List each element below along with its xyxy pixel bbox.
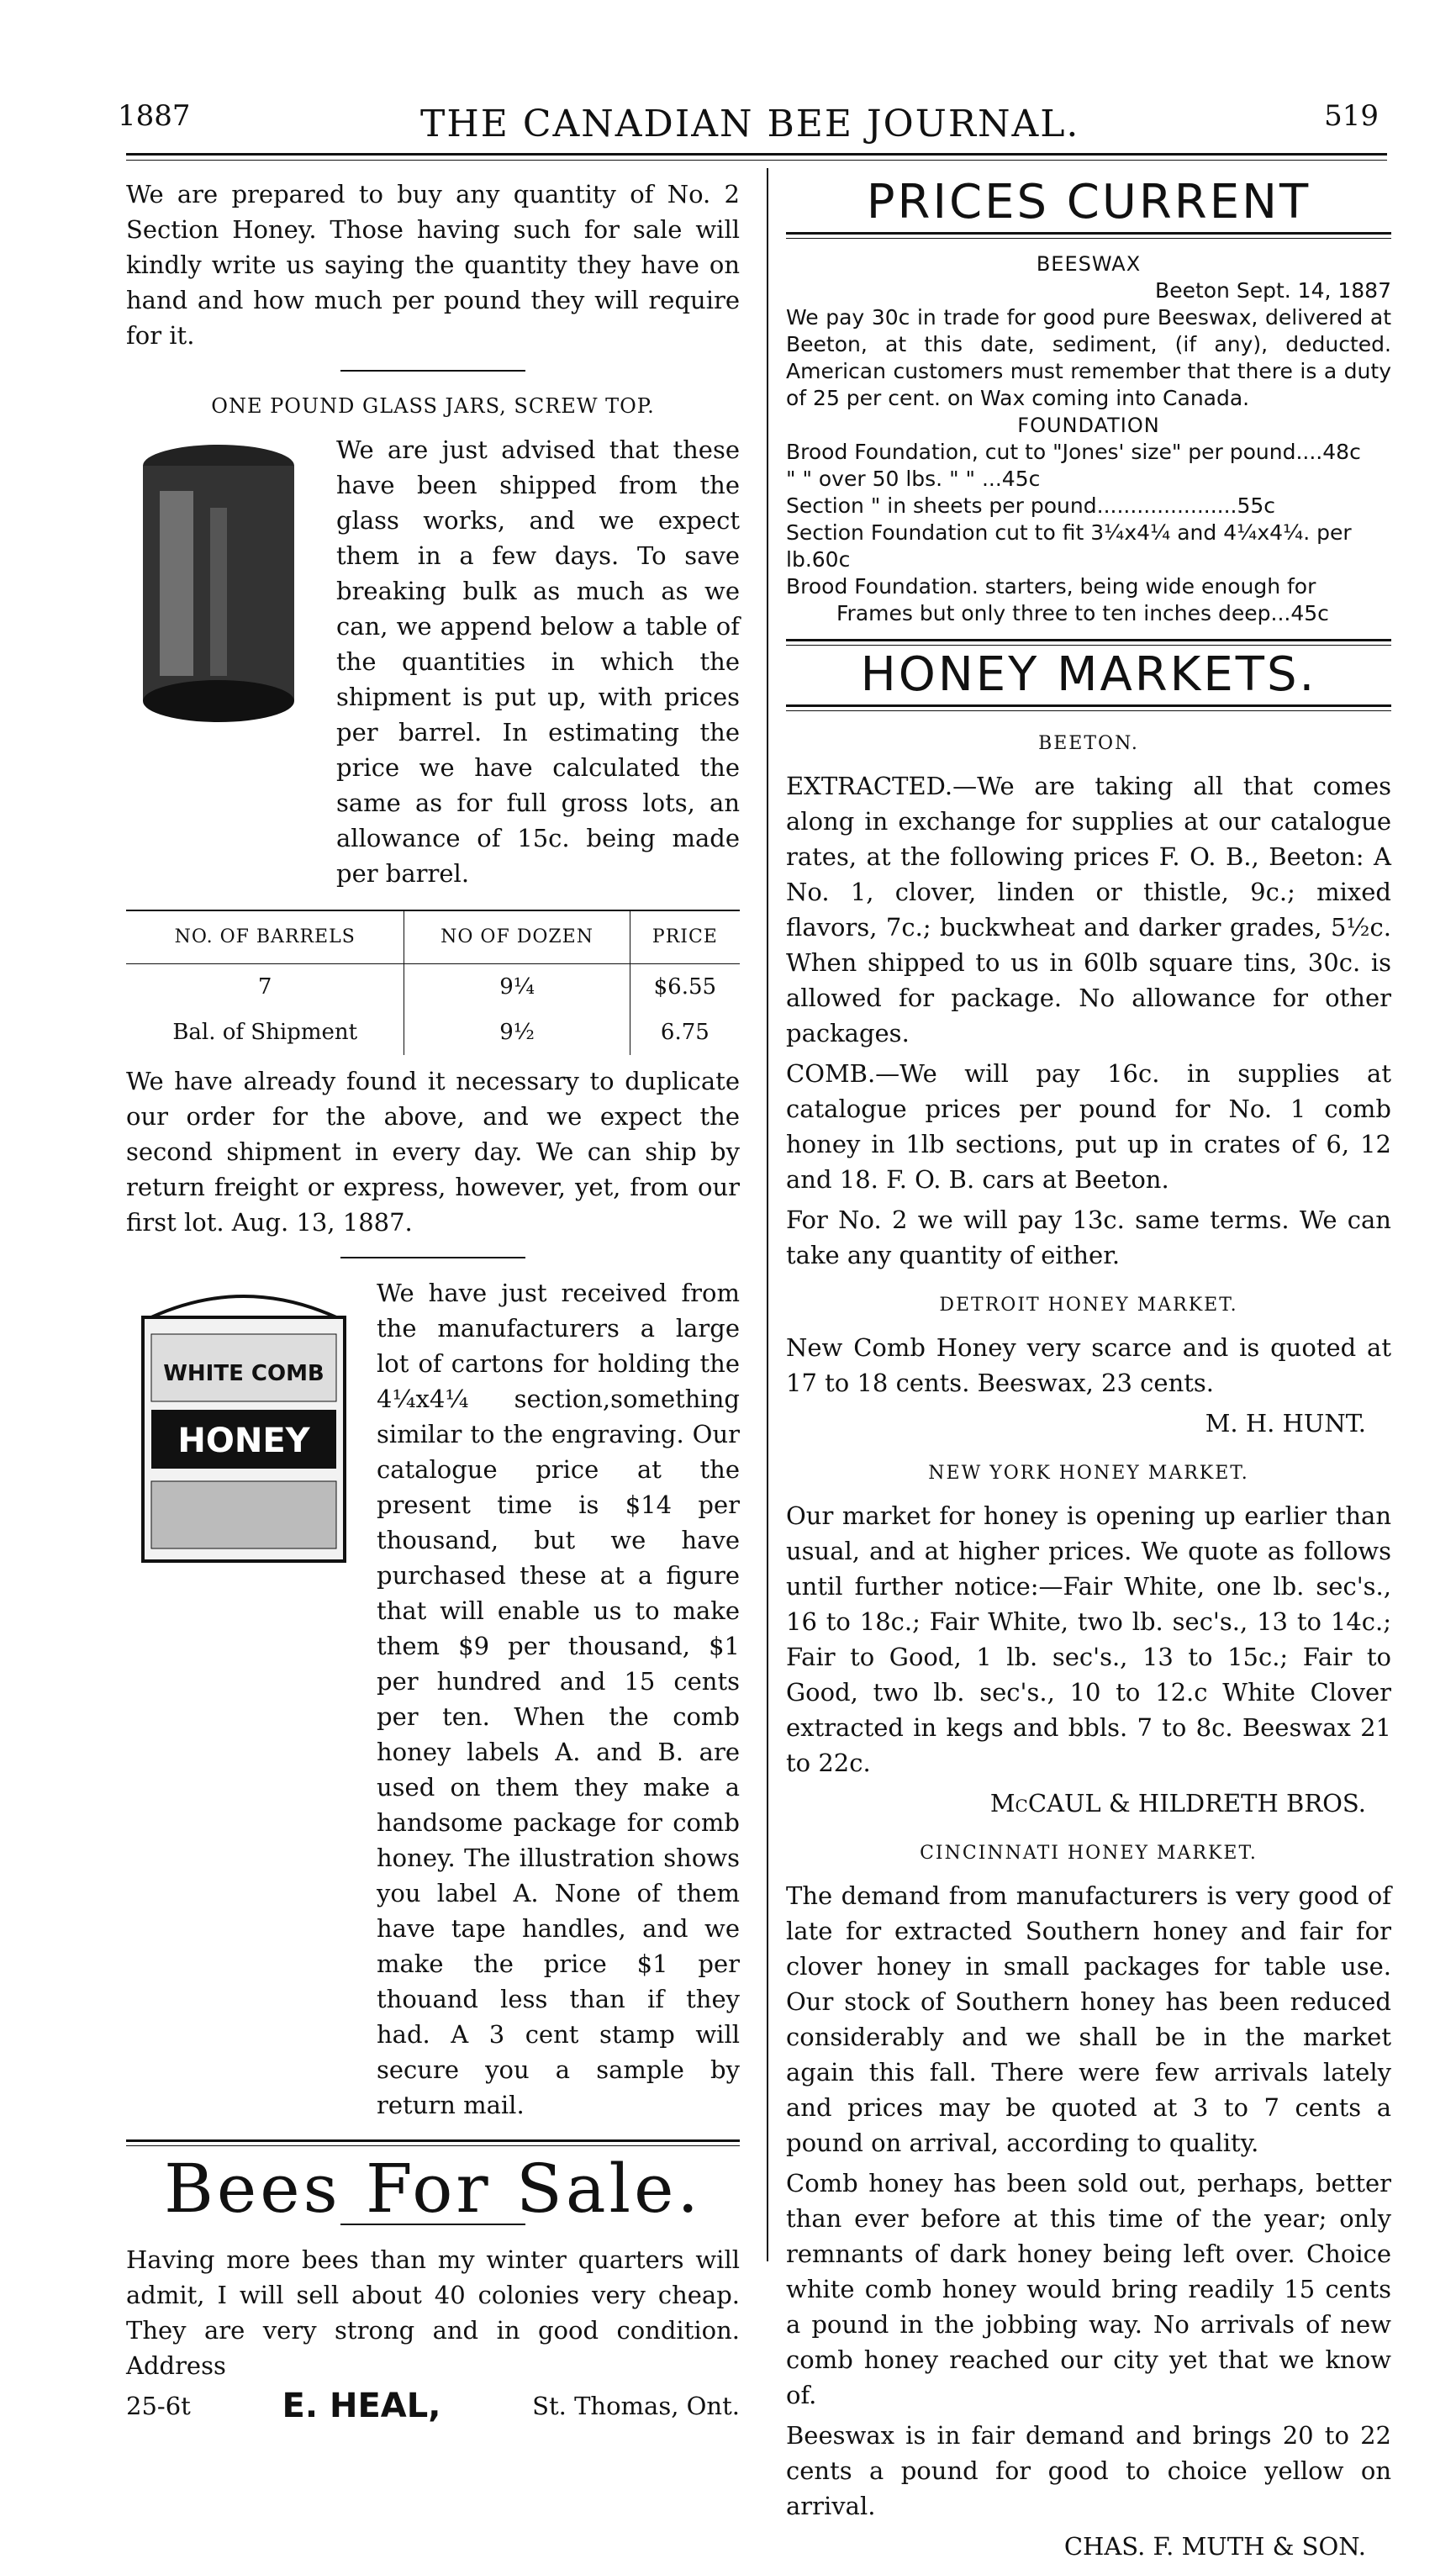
journal-title: THE CANADIAN BEE JOURNAL. xyxy=(420,103,1080,145)
new-york-paragraph: Our market for honey is opening up earlier than usual, and at higher prices. We quote as follows until further notice:—Fair White, one lb. sec's., 16 to 18c.; Fair White, two lb. sec's., 13 to 14c.; Fair to Good, 1 lb. sec's., 13 to 15c.; Fair to Good, two lb. sec's., 10 to 12.c White Clover extracted in kegs and bbls. 7 to 8c. Beeswax 21 to 22c. xyxy=(786,1501,1391,1777)
bees-for-sale-title: Bees For Sale. xyxy=(164,2150,702,2228)
column-divider xyxy=(767,168,768,2261)
foundation-line: Frames but only three to ten inches deep...45c xyxy=(836,601,1329,625)
header-rule-thin xyxy=(126,160,1387,161)
cincinnati-paragraph-3: Beeswax is in fair demand and brings 20 to 22 cents a pound for good to choice yellow on arrival. xyxy=(786,2421,1391,2520)
honey-carton-illustration xyxy=(126,1275,361,1578)
foundation-line: Section " in sheets per pound.....................55c xyxy=(786,493,1276,518)
section-rule xyxy=(786,639,1391,646)
table-row xyxy=(126,1010,740,1055)
jars-section xyxy=(126,432,740,896)
foundation-line: " " over 50 lbs. " " ...45c xyxy=(786,467,1041,491)
beeswax-date: Beeton Sept. 14, 1887 xyxy=(1155,278,1391,303)
detroit-heading: DETROIT HONEY MARKET. xyxy=(939,1295,1238,1316)
jars-paragraph: We are just advised that these have been shipped from the glass works, and we expect them in a few days. To save breaking bulk as much as we can, we append below a table of the quantities in which the shipment is put up, with prices per barrel. In estimating the price we have calculated the same as for full gross lots, an allowance of 15c. being made per barrel. xyxy=(336,435,740,888)
foundation-line: Section Foundation cut to fit 3¼x4¼ and 4¼x4¼. per lb.60c xyxy=(786,520,1352,572)
cell-price: $6.55 xyxy=(630,964,740,1010)
beeswax-paragraph: We pay 30c in trade for good pure Beeswax, delivered at Beeton, at this date, sediment, (if any), deducted. American customers must remember that there is a duty of 25 per cent. on Wax coming into Canada. xyxy=(786,305,1391,410)
ad-code: 25-6t xyxy=(126,2392,191,2420)
table-row xyxy=(126,964,740,1010)
col-header-barrels: NO. OF BARRELS xyxy=(126,910,404,964)
honey-markets-title: HONEY MARKETS. xyxy=(860,647,1317,702)
section-rule xyxy=(126,2139,740,2146)
cell-dozen: 9½ xyxy=(404,1010,630,1055)
carton-label-line2: HONEY xyxy=(177,1422,310,1460)
extracted-paragraph: EXTRACTED.—We are taking all that comes along in exchange for supplies at our catalogue rates, at the following prices F. O. B., Beeton: A No. 1, clover, linden or thistle, 9c.; mixed flavors, 7c.; buckwheat and darker grades, 5½c. When shipped to us in 60lb square tins, 30c. is allowed for package. No allowance for other packages. xyxy=(786,772,1391,1047)
glass-jar-illustration xyxy=(126,432,319,735)
col-header-dozen: NO OF DOZEN xyxy=(404,910,630,964)
cincinnati-signature: CHAS. F. MUTH & SON. xyxy=(1063,2532,1366,2561)
detroit-signature: M. H. HUNT. xyxy=(1205,1409,1366,1438)
foundation-heading: FOUNDATION xyxy=(1017,414,1160,437)
cincinnati-heading: CINCINNATI HONEY MARKET. xyxy=(920,1843,1258,1864)
cell-barrels: Bal. of Shipment xyxy=(172,1020,358,1045)
beeton-heading: BEETON. xyxy=(1038,733,1139,754)
divider xyxy=(340,1257,525,1258)
new-york-heading: NEW YORK HONEY MARKET. xyxy=(928,1463,1249,1484)
advertiser-block xyxy=(126,2388,740,2424)
page-number: 519 xyxy=(1324,99,1379,133)
cell-barrels: 7 xyxy=(257,974,272,1000)
advertiser-name: E. HEAL, xyxy=(282,2387,441,2425)
section-rule xyxy=(786,704,1391,711)
bees-paragraph: Having more bees than my winter quarters will admit, I will sell about 40 colonies very cheap. They are very strong and in good condition. Address xyxy=(126,2245,740,2380)
cincinnati-paragraph-2: Comb honey has been sold out, perhaps, better than ever before at this time of the year; only remnants of dark honey being left over. Choice white comb honey would bring readily 15 cents a pound in the jobbing way. No arrivals of new comb honey reached our city yet that we know of. xyxy=(786,2169,1391,2409)
advertiser-place: St. Thomas, Ont. xyxy=(532,2392,740,2420)
page-header xyxy=(118,99,1379,150)
header-year: 1887 xyxy=(118,99,191,133)
intro-paragraph: We are prepared to buy any quantity of No. 2 Section Honey. Those having such for sale will kindly write us saying the quantity they have on hand and how much per pound they will require for it. xyxy=(126,180,740,350)
cartons-paragraph: We have just received from the manufacturers a large lot of cartons for holding the 4¼x4¼ section,something similar to the engraving. Our catalogue price at the present time is $14 per thousand, but we have purchased these at a figure that will enable us to make them $9 per thousand, $1 per hundred and 15 cents per ten. When the comb honey labels A. and B. are used on them they make a handsome package for comb honey. The illustration shows you label A. None of them have tape handles, and we make the price $1 per thouand less than if they had. A 3 cent stamp will secure you a sample by return mail. xyxy=(377,1279,740,2119)
cincinnati-paragraph-1: The demand from manufacturers is very good of late for extracted Southern honey and fair for clover honey in small packages for table use. Our stock of Southern honey has been reduced considerably and we shall be in the market again this fall. There were few arrivals lately and prices may be quoted at 3 to 7 cents a pound on arrival, according to quality. xyxy=(786,1881,1391,2157)
detroit-paragraph: New Comb Honey very scarce and is quoted at 17 to 18 cents. Beeswax, 23 cents. xyxy=(786,1333,1391,1397)
divider xyxy=(340,370,525,372)
left-column xyxy=(126,177,740,2424)
prices-block xyxy=(786,251,1391,627)
prices-current-title: PRICES CURRENT xyxy=(866,175,1311,229)
jars-heading: ONE POUND GLASS JARS, SCREW TOP. xyxy=(211,394,655,418)
comb-paragraph: COMB.—We will pay 16c. in supplies at catalogue prices per pound for No. 1 comb honey in 1lb sections, put up in crates of 6, 12 and 18. F. O. B. cars at Beeton. xyxy=(786,1059,1391,1194)
col-header-price: PRICE xyxy=(630,910,740,964)
carton-label-line1: WHITE COMB xyxy=(163,1361,324,1386)
foundation-line: Brood Foundation, cut to "Jones' size" per pound....48c xyxy=(786,440,1361,464)
cartons-section xyxy=(126,1275,740,2128)
no2-paragraph: For No. 2 we will pay 13c. same terms. We can take any quantity of either. xyxy=(786,1206,1391,1269)
section-rule xyxy=(786,232,1391,239)
cell-dozen: 9¼ xyxy=(404,964,630,1010)
right-column xyxy=(786,177,1391,2564)
header-rule xyxy=(126,153,1387,156)
jars-note: We have already found it necessary to duplicate our order for the above, and we expect the second shipment in every day. We can ship by return freight or express, however, yet, from our first lot. Aug. 13, 1887. xyxy=(126,1067,740,1237)
foundation-line: Brood Foundation. starters, being wide enough for xyxy=(786,574,1316,599)
barrels-table xyxy=(126,910,740,1055)
cell-price: 6.75 xyxy=(630,1010,740,1055)
beeswax-heading: BEESWAX xyxy=(1036,252,1142,276)
new-york-signature: McCAUL & HILDRETH BROS. xyxy=(989,1789,1366,1817)
